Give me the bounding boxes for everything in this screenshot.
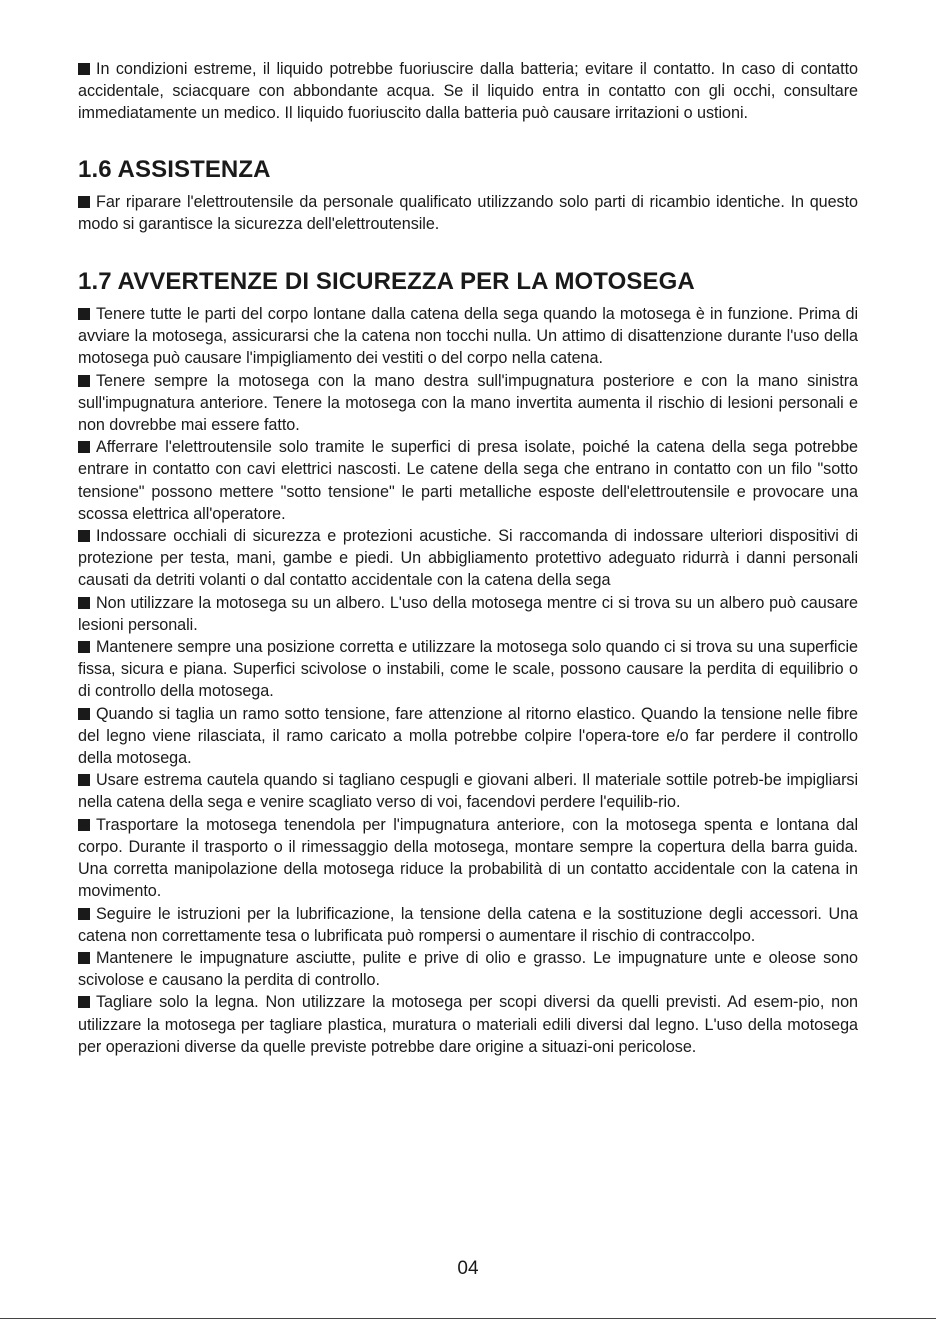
square-bullet-icon xyxy=(78,996,90,1008)
warning-text: Mantenere le impugnature asciutte, pulite e prive di olio e grasso. Le impugnature unte e oleose sono scivolose e causano la perdita di controllo. xyxy=(78,948,858,990)
warning-item xyxy=(78,814,858,903)
warning-item xyxy=(78,370,858,437)
square-bullet-icon xyxy=(78,952,90,964)
warning-text: Afferrare l'elettroutensile solo tramite le superfici di presa isolate, poiché la catena della sega potrebbe entrare in contatto con cavi elettrici nascosti. Le catene della sega che entrano in contatto con un filo "sotto tensione" possono mettere "sotto tensione" le parti metalliche esposte dell'elettroutensile e provocare una scossa elettrica all'operatore. xyxy=(78,438,858,523)
warning-item xyxy=(78,525,858,592)
footer-divider xyxy=(0,1318,936,1319)
warning-item xyxy=(78,903,858,947)
square-bullet-icon xyxy=(78,819,90,831)
warning-text: Mantenere sempre una posizione corretta e utilizzare la motosega solo quando ci si trova su una superficie fissa, sicura e piana. Superfici scivolose o instabili, come le scale, possono causare la perdita di equilibrio o di controllo della motosega. xyxy=(78,638,858,701)
document-page xyxy=(78,58,858,1058)
warning-text: Tagliare solo la legna. Non utilizzare la motosega per scopi diversi da quelli previsti. Ad esem-pio, non utilizzare la motosega per tagliare plastica, muratura o materiali edili diversi dal legno. L'uso della motosega per operazioni diverse da quelle previste potrebbe dare origine a situazi-oni pericolose. xyxy=(78,993,858,1056)
warning-item xyxy=(78,769,858,813)
section-heading-motosega: 1.7 AVVERTENZE DI SICUREZZA PER LA MOTOSEGA xyxy=(78,268,695,296)
square-bullet-icon xyxy=(78,597,90,609)
assistenza-paragraph xyxy=(78,191,858,235)
warning-text: Tenere tutte le parti del corpo lontane dalla catena della sega quando la motosega è in funzione. Prima di avviare la motosega, assicurarsi che la catena non tocchi nulla. Un attimo di disattenzione durante l'uso della motosega può causare l'impigliamento dei vestiti o del corpo nella catena. xyxy=(78,305,858,368)
square-bullet-icon xyxy=(78,708,90,720)
square-bullet-icon xyxy=(78,441,90,453)
warning-text: Seguire le istruzioni per la lubrificazione, la tensione della catena e la sostituzione degli accessori. Una catena non correttamente tesa o lubrificata può rompersi o aumentare il rischio di contraccolpo. xyxy=(78,904,858,945)
warning-item xyxy=(78,947,858,991)
warning-item xyxy=(78,636,858,703)
warning-text: Usare estrema cautela quando si tagliano cespugli e giovani alberi. Il materiale sottile potreb-be impigliarsi nella catena della sega e venire scagliato verso di voi, facendovi perdere l'equilib-rio. xyxy=(78,771,858,812)
warning-text: Quando si taglia un ramo sotto tensione, fare attenzione al ritorno elastico. Quando la tensione nelle fibre del legno viene rilasciata, il ramo caricato a molla potrebbe colpire l'opera-tore e/o far perdere il controllo della motosega. xyxy=(78,704,858,768)
section-heading-assistenza: 1.6 ASSISTENZA xyxy=(78,155,271,183)
warning-text: Non utilizzare la motosega su un albero. L'uso della motosega mentre ci si trova su un albero può causare lesioni personali. xyxy=(78,593,858,634)
intro-paragraph xyxy=(78,58,858,125)
warning-text: Indossare occhiali di sicurezza e protezioni acustiche. Si raccomanda di indossare ulteriori dispositivi di protezione per testa, mani, gambe e piedi. Un abbigliamento protettivo adeguato ridurrà i danni personali causati da detriti volanti o dal contatto accidentale con la catena della sega xyxy=(78,527,858,590)
warning-item xyxy=(78,436,858,525)
square-bullet-icon xyxy=(78,530,90,542)
square-bullet-icon xyxy=(78,641,90,653)
warning-item xyxy=(78,303,858,370)
square-bullet-icon xyxy=(78,196,90,208)
warning-text: Trasportare la motosega tenendola per l'impugnatura anteriore, con la motosega spenta e lontana dal corpo. Durante il trasporto o il rimessaggio della motosega, montare sempre la copertura della barra guida. Una corretta manipolazione della motosega riduce la probabilità di un contatto accidentale con la catena in movimento. xyxy=(78,815,858,901)
square-bullet-icon xyxy=(78,63,90,75)
square-bullet-icon xyxy=(78,908,90,920)
square-bullet-icon xyxy=(78,774,90,786)
intro-text: In condizioni estreme, il liquido potrebbe fuoriuscire dalla batteria; evitare il contatto. In caso di contatto accidentale, sciacquare con abbondante acqua. Se il liquido entra in contatto con gli occhi, consultare immediatamente un medico. Il liquido fuoriuscito dalla batteria può causare irritazioni o ustioni. xyxy=(78,60,858,123)
square-bullet-icon xyxy=(78,308,90,320)
warning-item xyxy=(78,703,858,770)
warning-item xyxy=(78,592,858,636)
warning-text: Tenere sempre la motosega con la mano destra sull'impugnatura posteriore e con la mano sinistra sull'impugnatura anteriore. Tenere la motosega con la mano invertita aumenta il rischio di lesioni personali e non dovrebbe mai essere fatto. xyxy=(78,371,858,435)
assistenza-text: Far riparare l'elettroutensile da personale qualificato utilizzando solo parti di ricambio identiche. In questo modo si garantisce la sicurezza dell'elettroutensile. xyxy=(78,192,858,233)
square-bullet-icon xyxy=(78,375,90,387)
page-number: 04 xyxy=(457,1258,479,1279)
warning-item xyxy=(78,991,858,1058)
